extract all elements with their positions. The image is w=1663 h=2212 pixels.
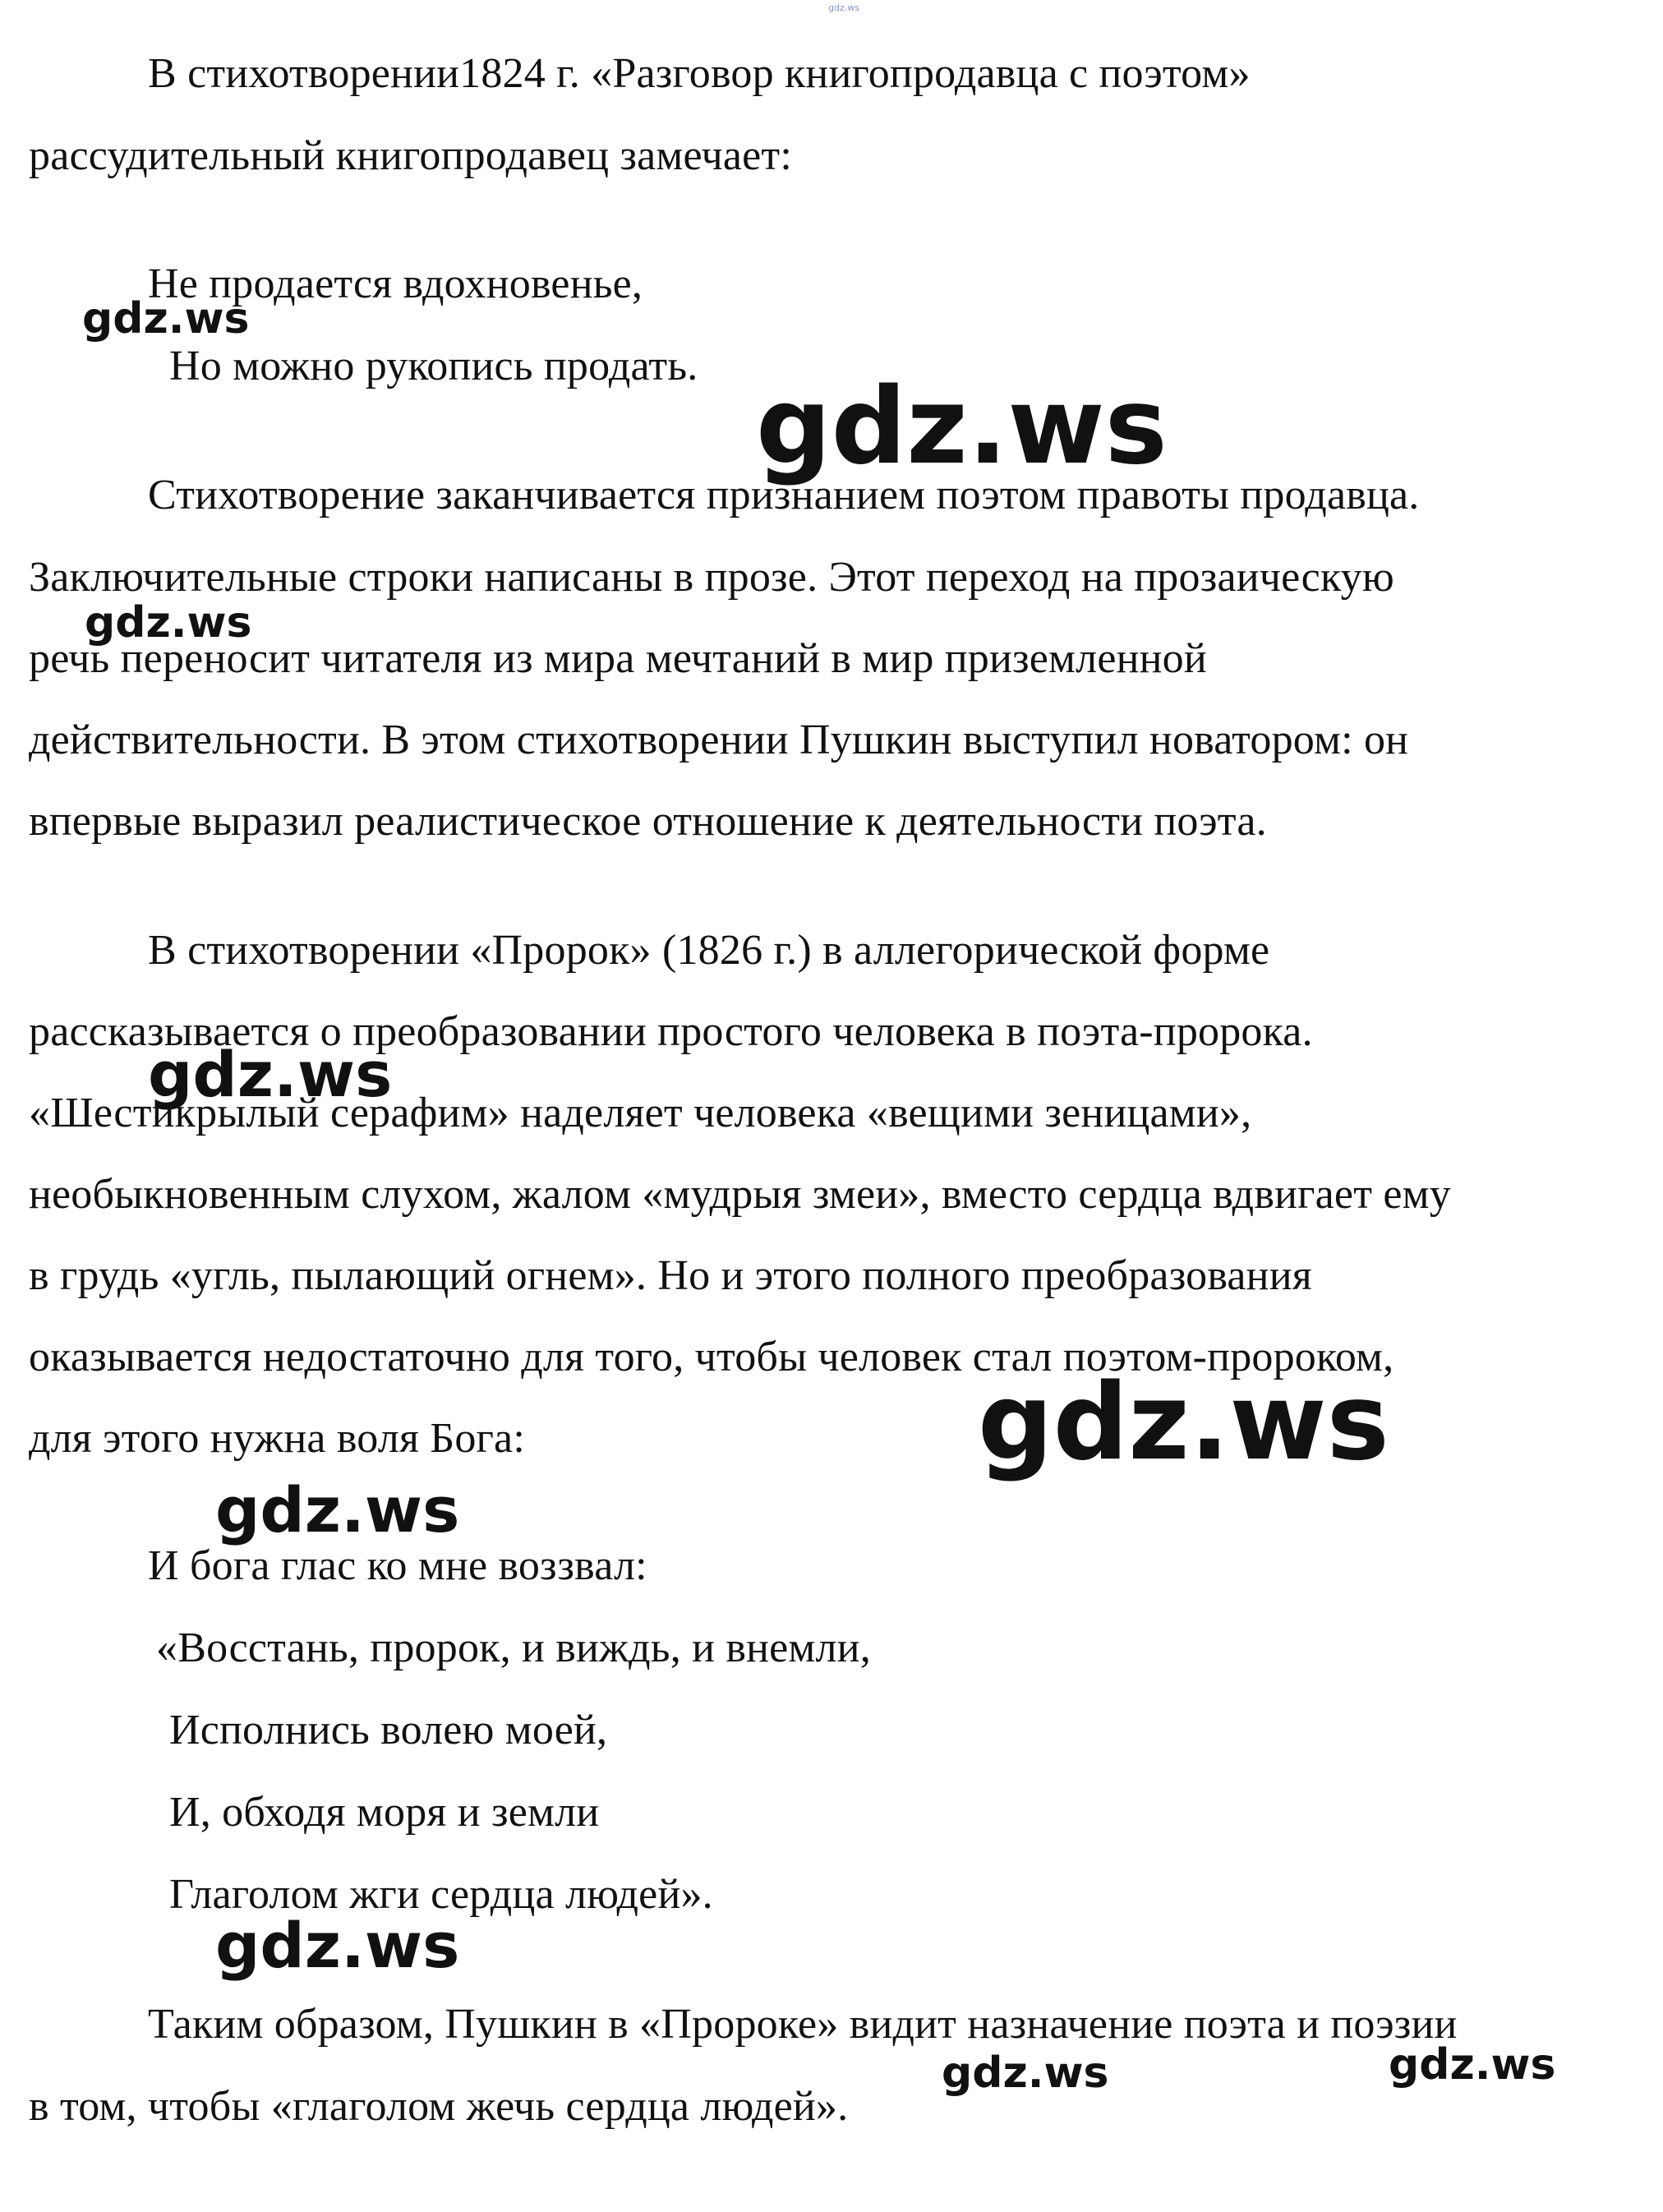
quote-2-line-2: «Восстань, пророк, и виждь, и внемли,: [156, 1624, 871, 1671]
watermark: gdz.ws: [82, 294, 250, 343]
quote-1-line-2: Но можно рукопись продать.: [169, 343, 698, 389]
watermark: gdz.ws: [148, 1038, 393, 1111]
header-watermark: gdz.ws: [828, 2, 859, 13]
paragraph-2-line-5: впервые выразил реалистическое отношение к деятельности поэта.: [29, 798, 1267, 845]
watermark: gdz.ws: [756, 366, 1168, 488]
paragraph-4-line-2: в том, чтобы «глаголом жечь сердца людей».: [29, 2083, 849, 2130]
quote-1-line-1: Не продается вдохновенье,: [148, 260, 643, 307]
watermark: gdz.ws: [215, 1473, 460, 1546]
paragraph-3-line-6: оказывается недостаточно для того, чтобы человек стал поэтом-пророком,: [29, 1334, 1394, 1380]
quote-2-line-1: И бога глас ко мне воззвал:: [148, 1542, 647, 1589]
paragraph-2-line-1: Стихотворение заканчивается признанием поэтом правоты продавца.: [148, 472, 1420, 518]
watermark: gdz.ws: [942, 2048, 1109, 2098]
paragraph-1-line-2: рассудительный книгопродавец замечает:: [29, 132, 793, 179]
paragraph-1-line-1: В стихотворении1824 г. «Разговор книгопродавца с поэтом»: [148, 50, 1251, 97]
paragraph-3-line-1: В стихотворении «Пророк» (1826 г.) в аллегорической форме: [148, 927, 1270, 974]
paragraph-2-line-3: речь переносит читателя из мира мечтаний в мир приземленной: [29, 635, 1207, 682]
watermark: gdz.ws: [85, 598, 252, 647]
quote-2-line-5: Глаголом жги сердца людей».: [169, 1871, 713, 1918]
paragraph-3-line-5: в грудь «угль, пылающий огнем». Но и этого полного преобразования: [29, 1252, 1312, 1299]
paragraph-3-line-2: рассказывается о преобразовании простого человека в поэта-пророка.: [29, 1008, 1313, 1055]
quote-2-line-3: Исполнись волею моей,: [169, 1707, 608, 1753]
paragraph-2-line-4: действительности. В этом стихотворении Пушкин выступил новатором: он: [29, 717, 1409, 763]
watermark: gdz.ws: [978, 1362, 1389, 1484]
paragraph-2-line-2: Заключительные строки написаны в прозе. Этот переход на прозаическую: [29, 554, 1394, 601]
watermark: gdz.ws: [215, 1909, 460, 1982]
quote-2-line-4: И, обходя моря и земли: [169, 1789, 600, 1836]
paragraph-4-line-1: Таким образом, Пушкин в «Пророке» видит назначение поэта и поэзии: [148, 2001, 1458, 2048]
paragraph-3-line-4: необыкновенным слухом, жалом «мудрыя змеи», вместо сердца вдвигает ему: [29, 1171, 1451, 1218]
watermark: gdz.ws: [1389, 2040, 1556, 2090]
paragraph-3-line-7: для этого нужна воля Бога:: [29, 1415, 525, 1462]
paragraph-3-line-3: «Шестикрылый серафим» наделяет человека «вещими зеницами»,: [29, 1090, 1252, 1136]
